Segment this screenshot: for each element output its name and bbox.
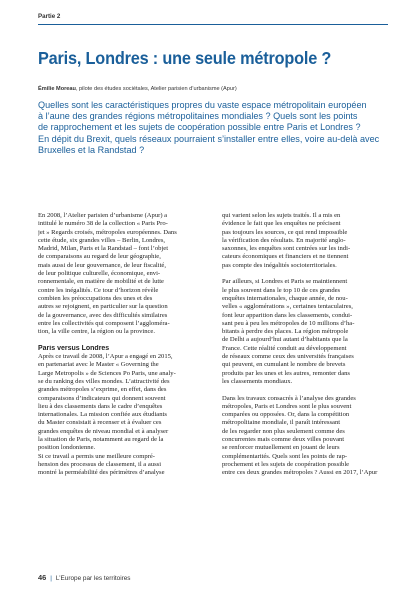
paragraph-gap xyxy=(222,386,392,394)
body-line: lieu à des classements dans le cadre d’enquêtes xyxy=(38,402,163,410)
header-rule xyxy=(38,24,388,25)
intro-line: à l’aune des grandes régions métropolitaines mondiales ? Quels sont les points xyxy=(38,111,358,122)
body-column-left xyxy=(38,212,208,478)
paragraph-gap xyxy=(222,270,392,278)
body-line: pas toujours les sources, ce qui rend impossible xyxy=(222,228,348,236)
body-line: métropolitaine mondiale, il paraît intéressant xyxy=(222,419,341,427)
part-label: Partie 2 xyxy=(38,13,61,20)
body-line: entre les collectivités qui composent l’aggloméra- xyxy=(38,319,170,327)
body-line: contre les inégalités. Ce tour d’horizon révèle xyxy=(38,286,159,294)
intro-line: Bruxelles et la Randstad ? xyxy=(38,144,145,155)
intro-paragraph xyxy=(38,100,383,156)
body-line: sant peu à peu les métropoles de 10 millions d’ha- xyxy=(222,319,355,327)
body-line: du Master consistait à recenser et à évaluer ces xyxy=(38,419,162,427)
body-line: pas compte des inégalités socioterritoriales. xyxy=(222,261,337,269)
body-line: cette étude, six grandes villes – Berlin, Londres, xyxy=(38,236,166,244)
body-line: entre ces deux grandes métropoles ? Aussi en 2017, l’Apur xyxy=(222,469,378,477)
body-line: se du ranking des villes mondes. L’attractivité des xyxy=(38,377,170,385)
body-line: autres se rejoignent, en particulier sur la question xyxy=(38,303,168,311)
footer-separator: | xyxy=(50,575,52,582)
body-line: bitants à perdre des places. La région métropole xyxy=(222,328,349,336)
body-line: grandes enquêtes de niveau mondial et à analyser xyxy=(38,427,169,435)
body-line: en partenariat avec le Master « Governing the xyxy=(38,361,159,369)
author-role: , pilote des études sociétales, Atelier parisien d’urbanisme (Apur) xyxy=(75,86,237,92)
author-name: Émilie Moreau xyxy=(38,86,76,92)
intro-line: Quelles sont les caractéristiques propres du vaste espace métropolitain européen xyxy=(38,100,367,110)
body-line: qui peuvent, en cumulant le nombre de brevets xyxy=(222,361,346,369)
body-line: de Delhi a aujourd’hui autant d’habitants que la xyxy=(222,336,348,344)
body-line: enquêtes internationales, chaque année, de nou- xyxy=(222,294,348,302)
body-line: ronnementale, en matière de mobilité et de lutte xyxy=(38,278,164,286)
paragraph-gap xyxy=(38,336,208,344)
page-footer xyxy=(38,573,131,582)
body-line: de les regarder non plus seulement comme des xyxy=(222,427,345,435)
section-subheading: Paris versus Londres xyxy=(38,344,110,352)
body-line: qui varient selon les sujets traités. Il a mis en xyxy=(222,212,341,219)
body-line: Dans les travaux consacrés à l’analyse des grandes xyxy=(222,394,356,402)
body-line: font leur apparition dans les classements, condui- xyxy=(222,311,353,319)
body-line: France. Cette réalité conduit au développement xyxy=(222,344,347,352)
article-title: Paris, Londres : une seule métropole ? xyxy=(38,48,332,68)
body-line: évidence le fait que les enquêtes ne précisent xyxy=(222,220,341,228)
body-line: intitulé le numéro 38 de la collection « Paris Pro- xyxy=(38,220,168,228)
body-line: cateurs économiques et financiers et ne tiennent xyxy=(222,253,349,261)
body-line: de comparaisons au regard de leur géographie, xyxy=(38,253,161,261)
author-line xyxy=(38,86,237,92)
body-line: combien les préoccupations des unes et des xyxy=(38,294,153,302)
body-line: position londonienne. xyxy=(38,444,96,452)
body-line: comparées ou opposées. Or, dans la compétition xyxy=(222,411,350,419)
body-line: la situation de Paris, notamment au regard de la xyxy=(38,436,164,444)
body-line: montré la perméabilité des périmètres d’analyse xyxy=(38,469,165,477)
body-line: Après ce travail de 2008, l’Apur a engagé en 2015, xyxy=(38,353,173,361)
body-line: produits par les unes et les autres, remonter dans xyxy=(222,369,350,377)
body-line: de la gouvernance, avec des difficultés similaires xyxy=(38,311,168,319)
body-line: Madrid, Milan, Paris et la Randstad – font l’objet xyxy=(38,245,169,253)
body-line: concurrentes mais comme deux villes pouvant xyxy=(222,436,345,444)
body-line: Si ce travail a permis une meilleure compré- xyxy=(38,452,155,460)
publication-title: L’Europe par les territoires xyxy=(55,575,131,582)
body-line: internationales. La mission confiée aux étudiants xyxy=(38,411,167,419)
page-number: 46 xyxy=(38,573,47,582)
body-line: mais aussi de leur gouvernance, de leur fiscalité, xyxy=(38,261,166,269)
body-line: En 2008, l’Atelier parisien d’urbanisme (Apur) a xyxy=(38,212,168,219)
body-line: de réseaux comme ceux des universités françaises xyxy=(222,353,354,361)
body-line: Large Metropolis » de Sciences Po Paris, une analy- xyxy=(38,369,176,377)
body-line: la vérification des résultats. En majorité anglo- xyxy=(222,236,346,244)
body-line: velles « agglomérations », certaines tentaculaires, xyxy=(222,303,353,311)
body-line: prochement et les sujets de coopération possible xyxy=(222,460,350,468)
body-line: métropoles, Paris et Londres sont le plus souvent xyxy=(222,402,352,410)
body-line: complémentarités. Quels sont les points de rap- xyxy=(222,452,348,460)
body-line: Par ailleurs, si Londres et Paris se maintiennent xyxy=(222,278,348,286)
body-line: saxonnes, les enquêtes sont centrées sur les indi- xyxy=(222,245,351,253)
intro-line: de rapprochement et les sujets de coopération possible entre Paris et Londres ? xyxy=(38,122,361,133)
body-line: hension des processus de classement, il a aussi xyxy=(38,460,162,468)
body-line: le plus souvent dans le top 10 de ces grandes xyxy=(222,286,341,294)
body-line: comparaisons d’indicateurs qui donnent souvent xyxy=(38,394,166,402)
body-line: tion, la ville centre, la région ou la province. xyxy=(38,328,155,336)
body-line: jet » Regards croisés, métropoles européennes. Dans xyxy=(38,228,177,236)
body-line: grandes métropoles s’exprime, en effet, dans des xyxy=(38,386,167,394)
body-line: se renforcer mutuellement en jouant de leurs xyxy=(222,444,340,452)
intro-line: En dépit du Brexit, quels réseaux pourraient s’installer entre elles, voire au-delà avec xyxy=(38,133,380,144)
body-line: de leur politique culturelle, économique, envi- xyxy=(38,270,161,278)
body-line: les classements mondiaux. xyxy=(222,377,293,385)
body-column-right xyxy=(222,212,392,478)
